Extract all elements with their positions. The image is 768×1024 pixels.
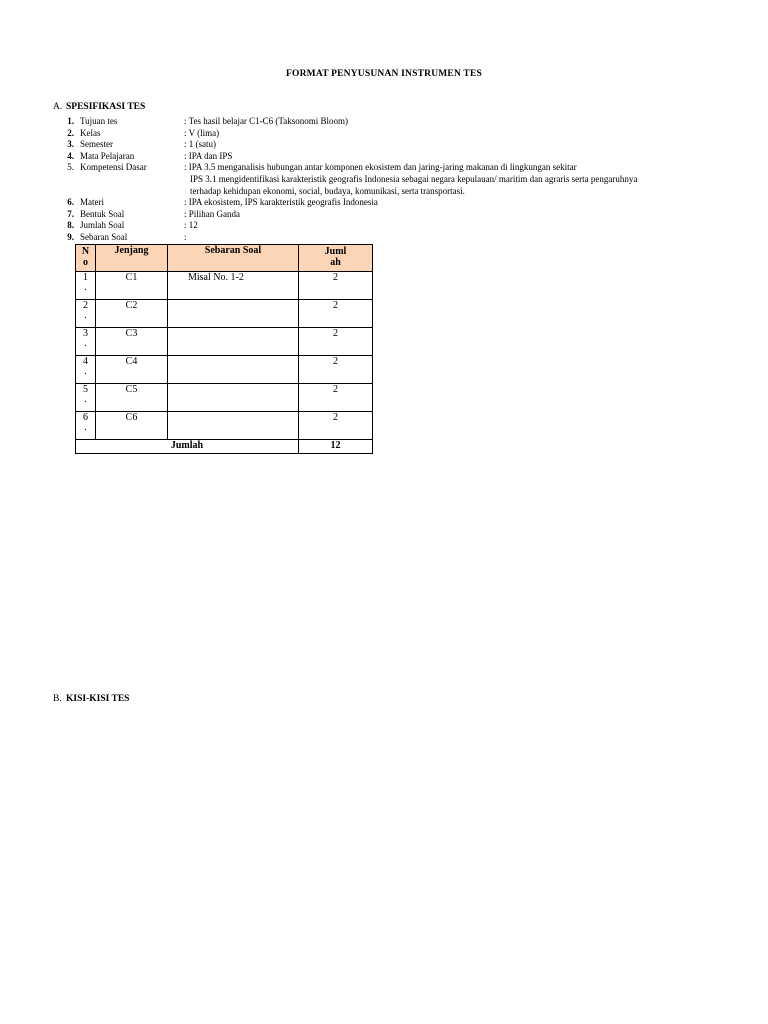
row-sebaran: [168, 356, 299, 384]
header-no: N o: [76, 245, 96, 272]
row-jumlah: 2: [299, 328, 373, 356]
table-row: [76, 300, 373, 328]
section-b-heading: [53, 694, 129, 704]
spec-label: Bentuk Soal: [80, 208, 125, 219]
spec-value: : IPA dan IPS: [184, 150, 233, 161]
spec-num: 1.: [67, 116, 74, 126]
spec-num: 4.: [67, 150, 74, 161]
table-row: [76, 328, 373, 356]
row-jumlah: 2: [299, 412, 373, 440]
section-a-title: SPESIFIKASI TES: [66, 102, 146, 112]
row-no: 4 .: [76, 356, 96, 384]
row-no: 1 .: [76, 272, 96, 300]
spec-num: 3.: [67, 139, 74, 150]
total-label: Jumlah: [76, 440, 299, 454]
total-value: 12: [299, 440, 373, 454]
spec-label: Semester: [80, 139, 113, 150]
document-title: FORMAT PENYUSUNAN INSTRUMEN TES: [286, 69, 482, 79]
spec-num: 5.: [67, 162, 74, 173]
row-jumlah: 2: [299, 356, 373, 384]
spec-value: : Tes hasil belajar C1-C6 (Taksonomi Bloom): [184, 116, 349, 126]
header-sebaran: Sebaran Soal: [168, 245, 299, 272]
row-jenjang: C5: [96, 384, 168, 412]
row-no: 3 .: [76, 328, 96, 356]
row-jenjang: C3: [96, 328, 168, 356]
row-sebaran: [168, 328, 299, 356]
row-no: 6 .: [76, 412, 96, 440]
table-header-row: [76, 245, 373, 272]
table-row: [76, 412, 373, 440]
spec-value: : IPA ekosistem, IPS karakteristik geografis Indonesia: [184, 197, 378, 208]
row-jumlah: 2: [299, 384, 373, 412]
row-jumlah: 2: [299, 272, 373, 300]
spec-num: 6.: [67, 197, 74, 208]
row-no: 2 .: [76, 300, 96, 328]
spec-label: Materi: [80, 197, 104, 208]
spec-num: 2.: [67, 127, 74, 138]
spec-label: Sebaran Soal: [80, 231, 128, 242]
row-sebaran: [168, 300, 299, 328]
row-jenjang: C4: [96, 356, 168, 384]
table-row: [76, 272, 373, 300]
row-jumlah: 2: [299, 300, 373, 328]
section-b-title: KISI-KISI TES: [66, 694, 130, 704]
row-jenjang: C2: [96, 300, 168, 328]
spec-label: Mata Pelajaran: [80, 150, 135, 161]
row-jenjang: C1: [96, 272, 168, 300]
spec-label: Jumlah Soal: [80, 220, 125, 231]
row-no: 5 .: [76, 384, 96, 412]
spec-label: Kompetensi Dasar: [80, 162, 147, 173]
spec-num: 8.: [67, 220, 74, 231]
kd-continuation-line: terhadap kehidupan ekonomi, social, budaya, komunikasi, serta transportasi.: [190, 185, 465, 196]
kd-continuation-line: IPS 3.1 mengidentifikasi karakteristik geografis Indonesia sebagai negara kepulauan/ maritim dan agraris serta pengaruhnya: [190, 173, 638, 184]
header-jenjang: Jenjang: [96, 245, 168, 272]
spec-value: : 12: [184, 220, 198, 231]
spec-value: :: [184, 231, 187, 242]
spec-label: Tujuan tes: [80, 116, 118, 126]
table-row: [76, 356, 373, 384]
section-a-heading: [53, 102, 145, 112]
spec-label: Kelas: [80, 127, 101, 138]
spec-value: : V (lima): [184, 127, 220, 138]
section-a-letter: A.: [53, 102, 63, 112]
table-row: [76, 384, 373, 412]
table-total-row: [76, 440, 373, 454]
section-b-letter: B.: [53, 694, 62, 704]
spec-num: 9.: [67, 231, 74, 242]
row-sebaran: Misal No. 1-2: [168, 272, 299, 300]
row-jenjang: C6: [96, 412, 168, 440]
spec-value: : 1 (satu): [184, 139, 216, 150]
header-jumlah: Juml ah: [299, 245, 373, 272]
spec-num: 7.: [67, 208, 74, 219]
row-sebaran: [168, 384, 299, 412]
row-sebaran: [168, 412, 299, 440]
spec-value: : IPA 3.5 menganalisis hubungan antar komponen ekosistem dan jaring-jaring makanan di lingkungan sekitar: [184, 162, 577, 173]
sebaran-soal-table: [75, 244, 373, 454]
spec-value: : Pilihan Ganda: [184, 208, 240, 219]
